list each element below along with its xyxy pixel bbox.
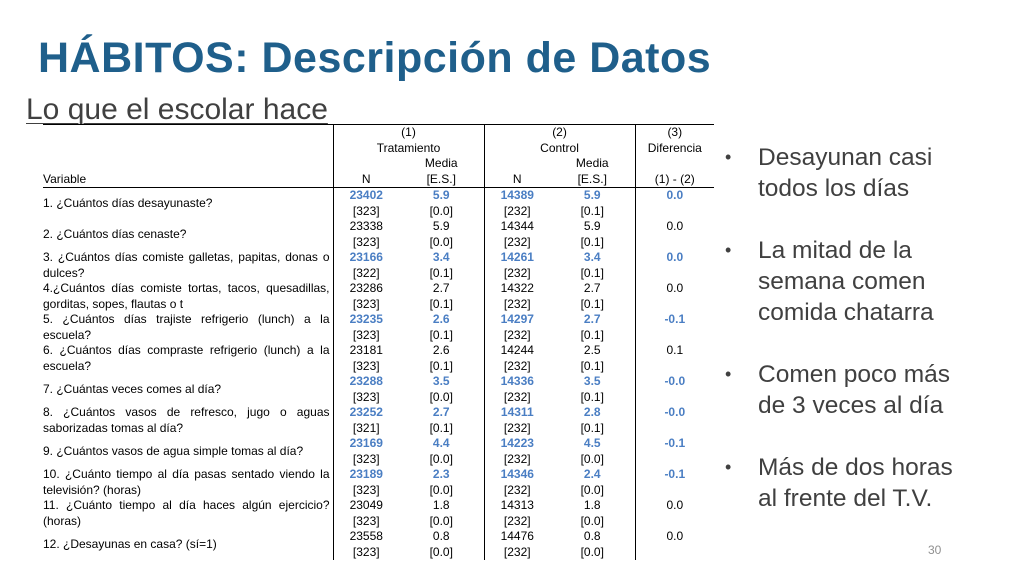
treatment-n: 23235 [333,312,399,328]
control-n-se: [232] [484,452,550,468]
treatment-se: [0.1] [429,358,453,373]
difference-se [635,483,714,499]
control-n: 14311 [484,405,550,421]
control-n: 14223 [484,436,550,452]
control-se: [0.0] [580,451,604,466]
control-se: [0.1] [580,203,604,218]
table-row [43,219,714,235]
control-se: [0.1] [580,327,604,342]
control-n-se: [232] [484,483,550,499]
control-mean: 2.8 [583,405,601,419]
header-media-control: Media [575,156,609,170]
difference-se [635,266,714,282]
difference-value: -0.1 [635,436,714,452]
difference-value: 0.0 [635,188,714,204]
page-number: 30 [928,543,942,557]
control-n-se: [232] [484,514,550,530]
treatment-se: [0.0] [429,234,453,249]
table-row [43,281,714,297]
treatment-se: [0.1] [429,296,453,311]
difference-se [635,452,714,468]
treatment-n: 23252 [333,405,399,421]
difference-value: 0.1 [635,343,714,359]
variable-label: 8. ¿Cuántos vasos de refresco, jugo o aguas saborizadas tomas al día? [43,405,330,435]
bullet-dot-icon: • [725,457,732,477]
treatment-se: [0.0] [429,389,453,404]
variable-label: 5. ¿Cuántos días trajiste refrigerio (lunch) a la escuela? [43,312,330,342]
variable-label: 2. ¿Cuántos días cenaste? [43,226,187,241]
treatment-n-se: [323] [333,297,399,313]
control-n: 14389 [484,188,550,204]
bullet-item [725,359,975,421]
header-diff: (1) - (2) [635,172,714,188]
header-n-treatment: N [333,172,399,188]
bullet-item [725,452,975,514]
treatment-n: 23049 [333,498,399,514]
control-mean: 4.5 [583,436,601,450]
variable-label: 3. ¿Cuántos días comiste galletas, papitas, donas o dulces? [43,250,330,280]
difference-se [635,390,714,406]
header-variable: Variable [43,172,333,188]
control-n: 14297 [484,312,550,328]
header-blank [43,125,333,141]
control-n-se: [232] [484,359,550,375]
treatment-mean: 0.8 [432,529,450,543]
treatment-mean: 2.3 [432,467,450,481]
difference-value: 0.0 [635,281,714,297]
bullet-text: Comen poco más de 3 veces al día [758,361,951,419]
control-n: 14336 [484,374,550,390]
treatment-mean: 2.6 [432,343,450,357]
table-row [43,529,714,545]
balance-table-container [43,124,714,560]
control-se: [0.0] [580,544,604,559]
treatment-n-se: [323] [333,390,399,406]
difference-se [635,235,714,251]
control-se: [0.0] [580,482,604,497]
treatment-n: 23558 [333,529,399,545]
treatment-mean: 5.9 [432,188,450,202]
control-se: [0.1] [580,265,604,280]
control-mean: 5.9 [583,188,601,202]
table-row [43,250,714,266]
treatment-n: 23181 [333,343,399,359]
bullet-item [725,142,975,204]
control-n-se: [232] [484,390,550,406]
control-mean: 2.5 [583,343,601,357]
header-n-control: N [484,172,550,188]
bullet-dot-icon: • [725,240,732,260]
header-col3-number: (3) [635,125,714,141]
treatment-n: 23402 [333,188,399,204]
treatment-n: 23189 [333,467,399,483]
treatment-n: 23169 [333,436,399,452]
header-blank [43,156,333,172]
control-mean: 5.9 [583,219,601,233]
treatment-se: [0.0] [429,451,453,466]
treatment-se: [0.1] [429,265,453,280]
difference-value: 0.0 [635,219,714,235]
treatment-n: 23338 [333,219,399,235]
balance-table [43,124,714,560]
bullet-dot-icon: • [725,364,732,384]
variable-label: 11. ¿Cuánto tiempo al día haces algún ejercicio? (horas) [43,498,330,528]
treatment-n-se: [323] [333,359,399,375]
header-difference: Diferencia [635,141,714,157]
control-mean: 0.8 [583,529,601,543]
table-row [43,436,714,452]
header-se-control: [E.S.] [550,172,635,188]
slide-subtitle: Lo que el escolar hace [26,93,328,126]
variable-label: 6. ¿Cuántos días compraste refrigerio (lunch) a la escuela? [43,343,330,373]
treatment-n-se: [323] [333,328,399,344]
control-se: [0.1] [580,296,604,311]
treatment-n-se: [323] [333,483,399,499]
control-mean: 2.4 [583,467,601,481]
difference-value: 0.0 [635,498,714,514]
treatment-n: 23286 [333,281,399,297]
treatment-n-se: [323] [333,545,399,561]
difference-se [635,545,714,561]
control-mean: 3.5 [583,374,601,388]
treatment-mean: 2.6 [432,312,450,326]
table-row [43,405,714,421]
control-n-se: [232] [484,235,550,251]
control-n: 14346 [484,467,550,483]
treatment-se: [0.1] [429,420,453,435]
control-mean: 1.8 [583,498,601,512]
slide-title: HÁBITOS: Descripción de Datos [38,34,712,82]
difference-value: 0.0 [635,529,714,545]
treatment-n: 23288 [333,374,399,390]
header-row-numbers [43,125,714,141]
difference-value: -0.1 [635,312,714,328]
control-n-se: [232] [484,328,550,344]
header-row-groups [43,141,714,157]
control-n-se: [232] [484,266,550,282]
control-se: [0.1] [580,358,604,373]
difference-value: -0.0 [635,405,714,421]
control-n: 14322 [484,281,550,297]
treatment-mean: 3.5 [432,374,450,388]
difference-se [635,328,714,344]
control-n-se: [232] [484,297,550,313]
treatment-mean: 3.4 [432,250,450,264]
treatment-n: 23166 [333,250,399,266]
table-row [43,343,714,359]
control-n: 14244 [484,343,550,359]
header-col1-number: (1) [333,125,484,141]
bullet-dot-icon: • [725,147,732,167]
control-n-se: [232] [484,204,550,220]
header-control: Control [484,141,635,157]
table-row [43,312,714,328]
control-mean: 2.7 [583,281,601,295]
treatment-se: [0.1] [429,327,453,342]
control-n: 14261 [484,250,550,266]
bullet-list [725,142,975,545]
variable-label: 10. ¿Cuánto tiempo al día pasas sentado viendo la televisión? (horas) [43,467,330,497]
bullet-item [725,235,975,328]
treatment-mean: 4.4 [432,436,450,450]
control-mean: 2.7 [583,312,601,326]
control-se: [0.1] [580,234,604,249]
control-n-se: [232] [484,421,550,437]
difference-se [635,514,714,530]
treatment-n-se: [323] [333,514,399,530]
treatment-n-se: [321] [333,421,399,437]
bullet-text: La mitad de la semana comen comida chatarra [758,237,934,326]
difference-se [635,204,714,220]
variable-label: 9. ¿Cuántos vasos de agua simple tomas al día? [43,443,304,458]
header-blank [333,156,399,172]
treatment-se: [0.0] [429,482,453,497]
treatment-se: [0.0] [429,513,453,528]
control-se: [0.0] [580,513,604,528]
table-row [43,188,714,204]
table-body [43,188,714,561]
table-row [43,498,714,514]
header-row-media [43,156,714,172]
difference-value: -0.0 [635,374,714,390]
treatment-n-se: [322] [333,266,399,282]
difference-se [635,297,714,313]
bullet-text: Más de dos horas al frente del T.V. [758,454,953,512]
header-blank [635,156,714,172]
control-se: [0.1] [580,420,604,435]
control-se: [0.1] [580,389,604,404]
variable-label: 12. ¿Desayunas en casa? (sí=1) [43,536,217,551]
table-row [43,374,714,390]
control-n: 14344 [484,219,550,235]
header-blank [43,141,333,157]
header-treatment: Tratamiento [333,141,484,157]
treatment-se: [0.0] [429,203,453,218]
control-n: 14313 [484,498,550,514]
variable-label: 4.¿Cuántos días comiste tortas, tacos, quesadillas, gorditas, sopes, flautas o t [43,281,330,311]
header-row-fields [43,172,714,188]
treatment-n-se: [323] [333,204,399,220]
header-blank [484,156,550,172]
bullet-text: Desayunan casi todos los días [758,144,933,202]
treatment-n-se: [323] [333,452,399,468]
treatment-mean: 5.9 [432,219,450,233]
header-media-treatment: Media [424,156,458,170]
variable-label: 1. ¿Cuántos días desayunaste? [43,195,213,210]
control-n: 14476 [484,529,550,545]
table-row [43,467,714,483]
difference-se [635,359,714,375]
treatment-mean: 1.8 [432,498,450,512]
header-col2-number: (2) [484,125,635,141]
variable-label: 7. ¿Cuántas veces comes al día? [43,381,222,396]
treatment-mean: 2.7 [432,281,450,295]
difference-se [635,421,714,437]
control-n-se: [232] [484,545,550,561]
treatment-se: [0.0] [429,544,453,559]
treatment-mean: 2.7 [432,405,450,419]
header-se-treatment: [E.S.] [399,172,484,188]
treatment-n-se: [323] [333,235,399,251]
difference-value: 0.0 [635,250,714,266]
control-mean: 3.4 [583,250,601,264]
difference-value: -0.1 [635,467,714,483]
